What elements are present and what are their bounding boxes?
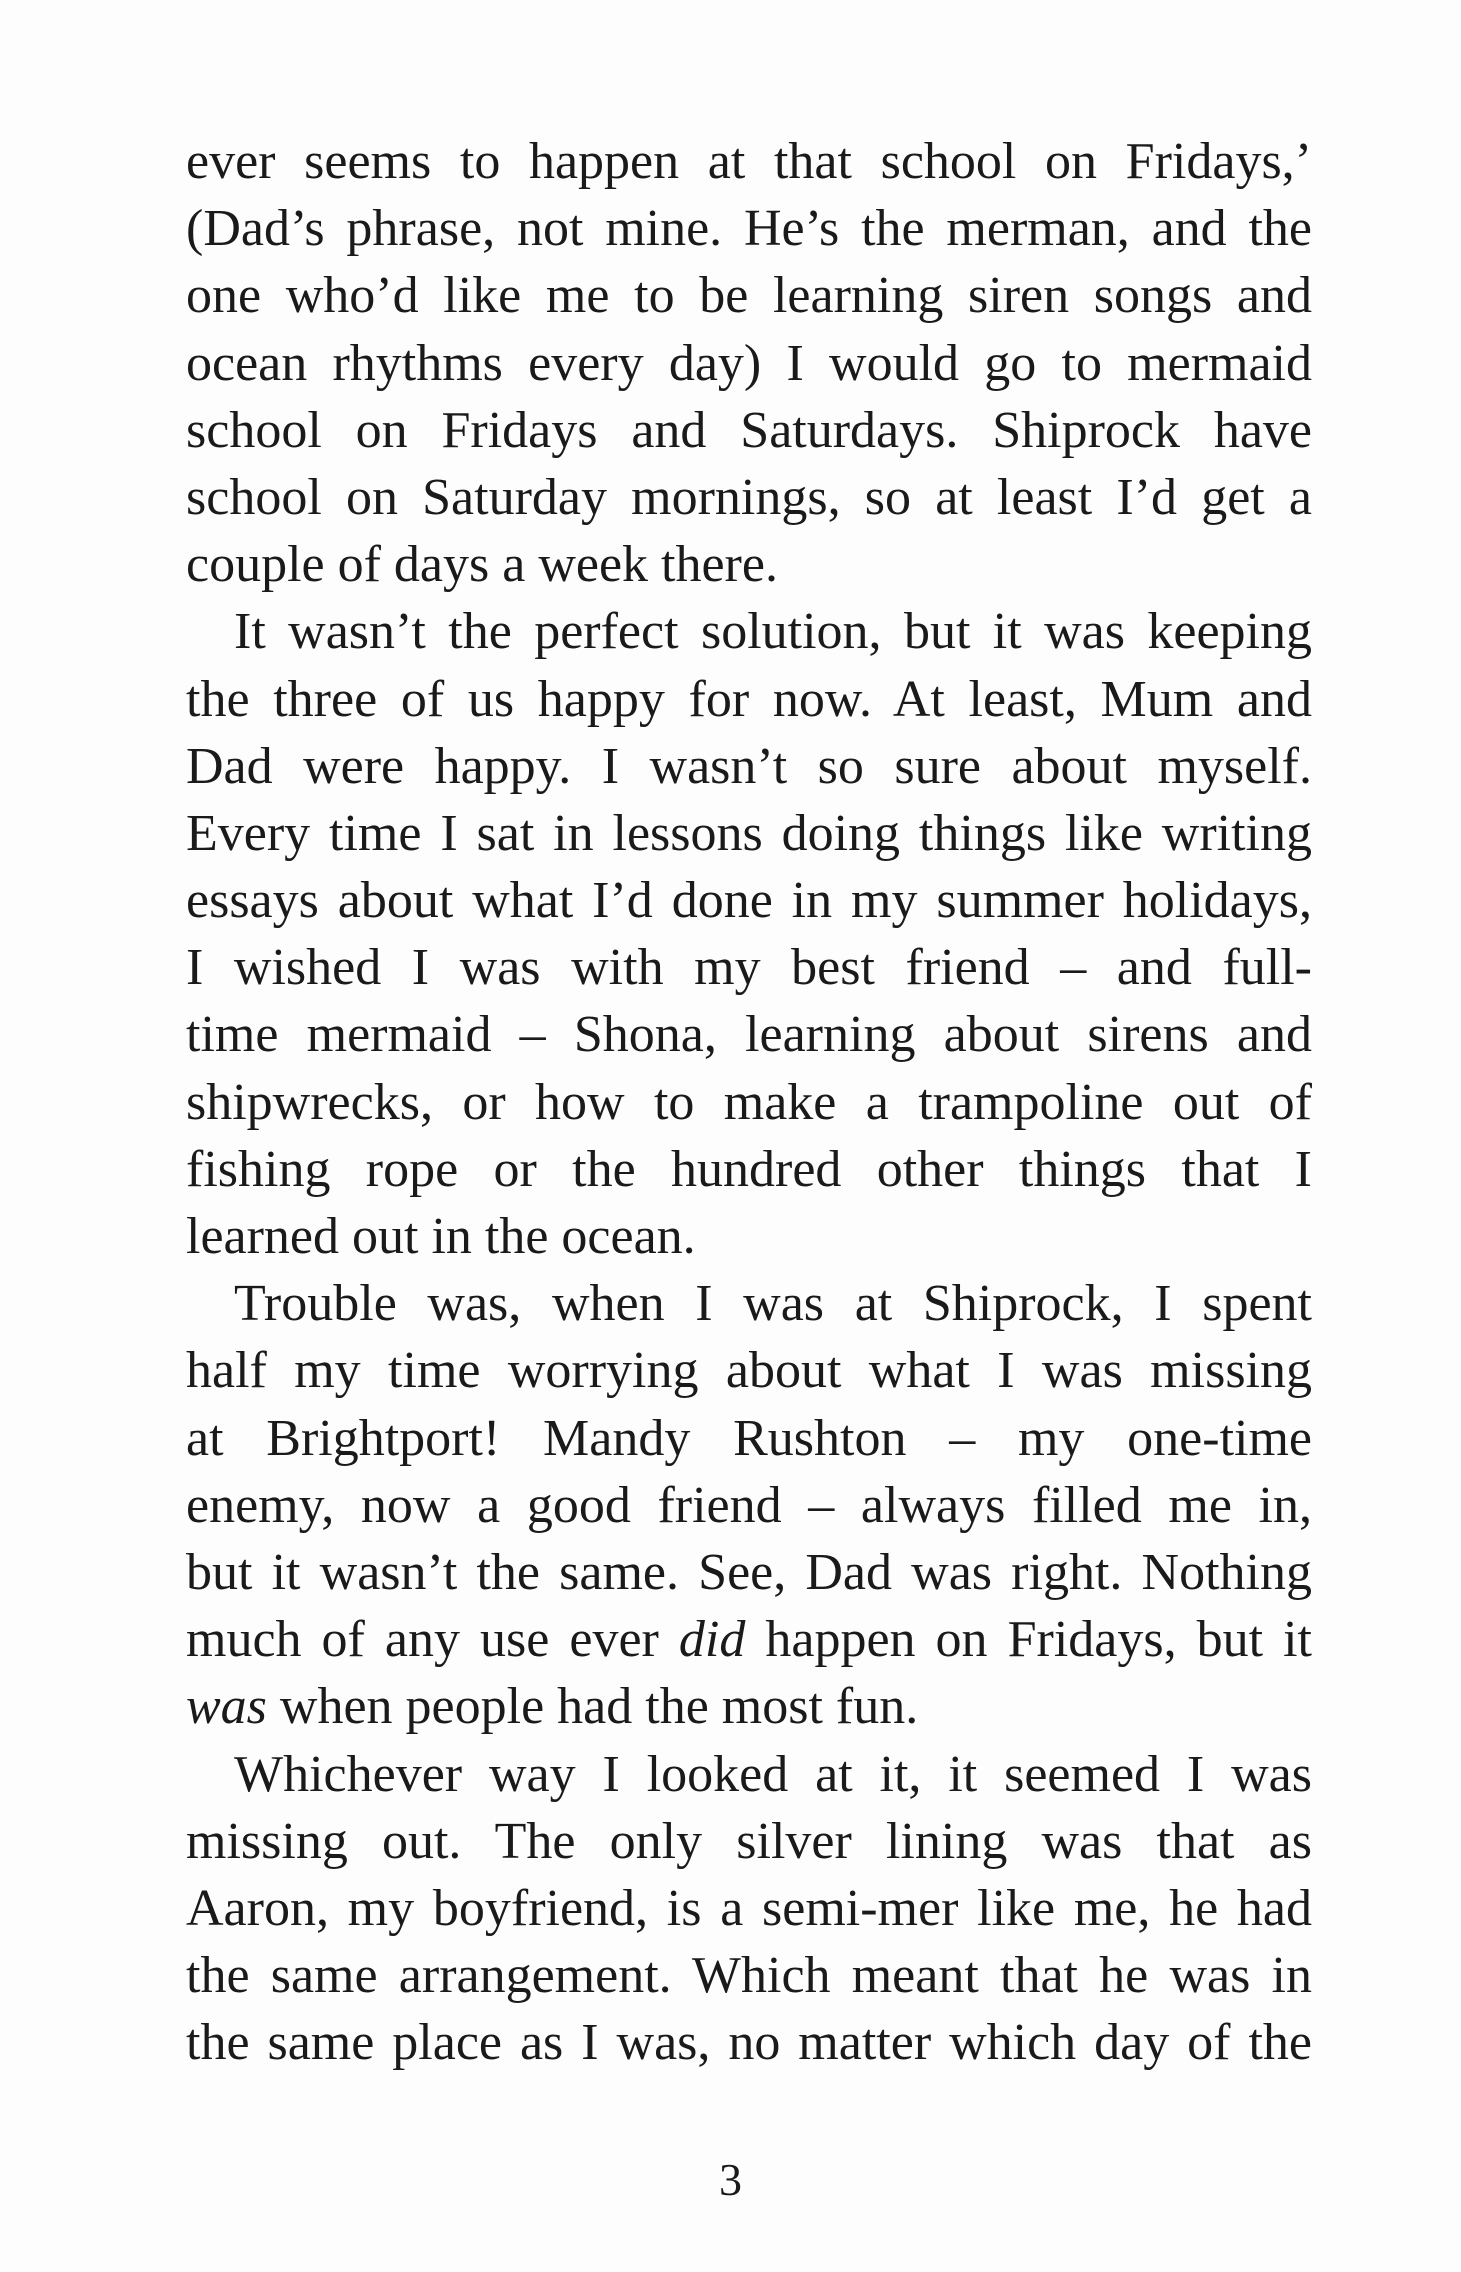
text-line: learned out in the ocean.	[186, 1208, 696, 1265]
text-line: at Brightport! Mandy Rushton – my one-time	[186, 1409, 1312, 1467]
text-line: couple of days a week there.	[186, 536, 778, 594]
text-line: the same arrangement. Which meant that he was in	[186, 1947, 1312, 2005]
text-line: Trouble was, when I was at Shiprock, I spent	[234, 1275, 1312, 1333]
text-line: ocean rhythms every day) I would go to mermaid	[186, 334, 1312, 392]
text-line: Whichever way I looked at it, it seemed I was	[234, 1745, 1312, 1803]
text-line: time mermaid – Shona, learning about sirens and	[186, 1006, 1312, 1064]
text-line: one who’d like me to be learning siren songs and	[186, 267, 1312, 325]
text-line: Dad were happy. I wasn’t so sure about myself.	[186, 737, 1312, 795]
text-line: enemy, now a good friend – always filled me in,	[186, 1476, 1312, 1534]
page-number: 3	[719, 2154, 742, 2205]
text-line: Every time I sat in lessons doing things like writing	[186, 804, 1312, 862]
text-line: I wished I was with my best friend – and full-	[186, 939, 1312, 997]
text-line: but it wasn’t the same. See, Dad was right. Nothing	[186, 1543, 1312, 1601]
text-line: half my time worrying about what I was missing	[186, 1342, 1312, 1400]
text-line: school on Saturday mornings, so at least I’d get a	[186, 468, 1312, 526]
text-line: Aaron, my boyfriend, is a semi-mer like me, he had	[186, 1879, 1312, 1937]
text-line: the same place as I was, no matter which day of the	[186, 2014, 1312, 2072]
text-line: (Dad’s phrase, not mine. He’s the merman, and the	[186, 200, 1312, 258]
text-line: ever seems to happen at that school on Fridays,’	[186, 133, 1312, 190]
emphasis: did	[678, 1611, 746, 1669]
text-line: It wasn’t the perfect solution, but it was keeping	[234, 603, 1312, 661]
text-line: essays about what I’d done in my summer holidays,	[186, 872, 1312, 930]
body-text	[186, 128, 1312, 2076]
text-line: fishing rope or the hundred other things that I	[186, 1140, 1312, 1198]
emphasis: was	[186, 1678, 267, 1736]
text-line: much of any use ever did happen on Fridays, but it	[186, 1611, 1312, 1669]
text-line: missing out. The only silver lining was that as	[186, 1812, 1312, 1870]
text-line: the three of us happy for now. At least, Mum and	[186, 670, 1312, 728]
text-line: shipwrecks, or how to make a trampoline out of	[186, 1073, 1312, 1131]
text-line: was when people had the most fun.	[186, 1678, 919, 1736]
text-line: school on Fridays and Saturdays. Shiprock have	[186, 401, 1312, 459]
